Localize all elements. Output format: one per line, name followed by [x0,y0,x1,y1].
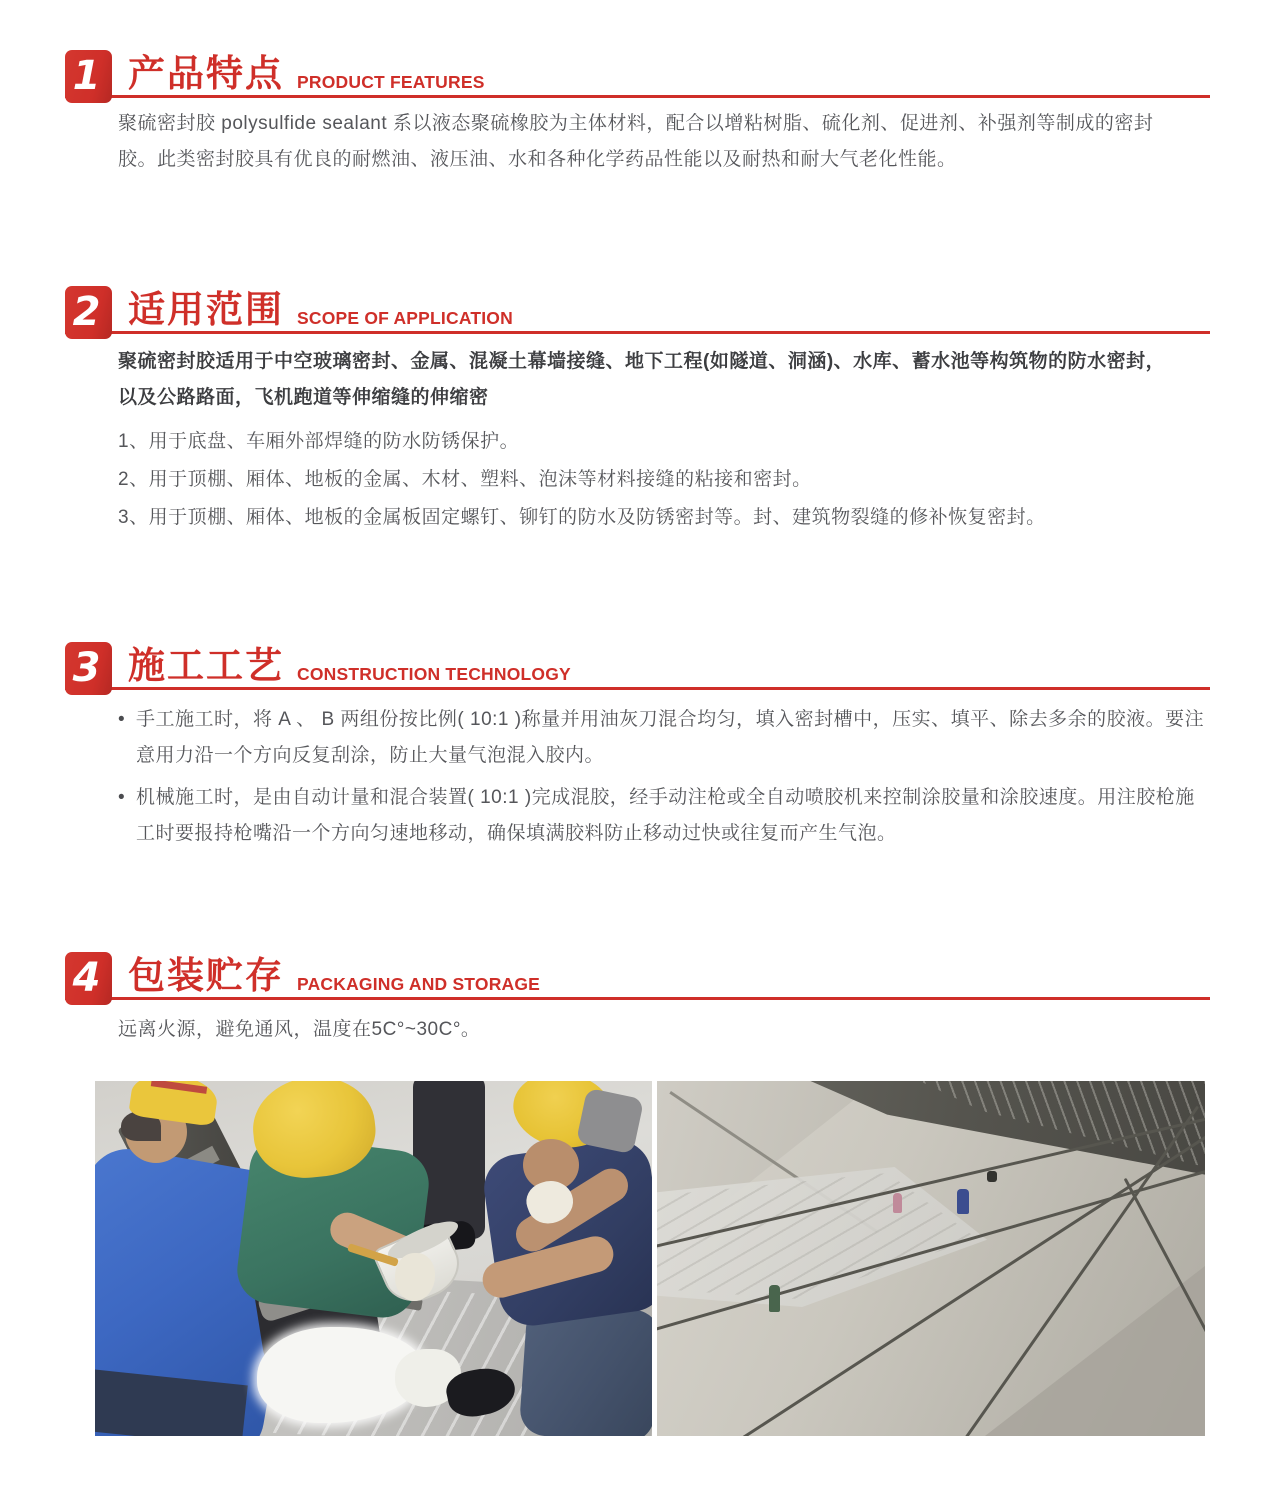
section-title: 施工工艺 [128,645,284,686]
section-body [65,702,1210,852]
section-subtitle: SCOPE OF APPLICATION [297,307,513,328]
section-product-features [65,42,1210,178]
distant-worker-figure [893,1193,902,1213]
application-list [118,424,1210,536]
section-titles [128,291,513,331]
bullet-text: 机械施工时，是由自动计量和混合装置( 10:1 )完成混胶，经手动注枪或全自动喷胶机来控制涂胶量和涂胶速度。用注胶枪施工时要报持枪嘴沿一个方向匀速地移动，确保填满胶料防止移动过快或往复而产生气泡。 [136,787,1195,844]
list-item: 2、用于顶棚、厢体、地板的金属、木材、塑料、泡沫等材料接缝的粘接和密封。 [118,469,812,490]
bullet-icon: • [118,787,126,808]
section-subtitle: CONSTRUCTION TECHNOLOGY [297,663,571,684]
section-number: 4 [72,954,101,1001]
section-body [65,1012,1210,1048]
section-titles [128,55,485,95]
section-header [65,42,1210,98]
section-number-badge [65,952,112,1005]
section-construction-technology [65,634,1210,852]
section-number: 2 [72,288,101,335]
features-paragraph: 聚硫密封胶 polysulfide sealant 系以液态聚硫橡胶为主体材料，配合以增粘树脂、硫化剂、促进剂、补强剂等制成的密封胶。此类密封胶具有优良的耐燃油、液压油、水和各种化学药品性能以及耐热和耐大气老化性能。 [118,113,1154,170]
scope-lead-paragraph: 聚硫密封胶适用于中空玻璃密封、金属、混凝土幕墙接缝、地下工程(如隧道、洞涵)、水库、蓄水池等构筑物的防水密封，以及公路路面，飞机跑道等伸缩缝的伸缩密 [118,351,1166,408]
list-item: 3、用于顶棚、厢体、地板的金属板固定螺钉、铆钉的防水及防锈密封等。封、建筑物裂缝的修补恢复密封。 [118,507,1046,528]
section-titles [128,647,571,687]
distant-worker-figure [769,1285,780,1312]
photo-concrete-slope-joint-sealing [657,1081,1205,1436]
distant-worker-figure [987,1171,997,1182]
construction-bullet-list [118,702,1210,852]
photo-row [95,1081,1205,1436]
bullet-item [118,702,1210,774]
section-titles [128,957,540,997]
list-item: 1、用于底盘、车厢外部焊缝的防水防锈保护。 [118,431,520,452]
photo-workers-mixing-sealant [95,1081,652,1436]
distant-worker-figure [957,1189,969,1214]
section-title: 产品特点 [128,53,284,94]
section-number-badge [65,286,112,339]
section-title: 包装贮存 [128,955,284,996]
bullet-icon: • [118,709,126,730]
section-body [65,344,1210,536]
storage-paragraph: 远离火源，避免通风，温度在5C°~30C°。 [118,1019,481,1040]
gray-cap [576,1088,644,1155]
section-subtitle: PRODUCT FEATURES [297,71,485,92]
section-header [65,278,1210,334]
section-subtitle: PACKAGING AND STORAGE [297,973,541,994]
section-number: 1 [72,52,101,99]
section-scope-of-application [65,278,1210,536]
section-header [65,944,1210,1000]
section-header [65,634,1210,690]
section-number-badge [65,642,112,695]
section-title: 适用范围 [128,289,284,330]
bullet-text: 手工施工时，将 A 、 B 两组份按比例( 10:1 )称量并用油灰刀混合均匀，填入密封槽中，压实、填平、除去多余的胶液。要注意用力沿一个方向反复刮涂，防止大量气泡混入胶内。 [136,709,1205,766]
section-number-badge [65,50,112,103]
section-number: 3 [72,644,101,691]
section-body [65,106,1157,178]
bullet-item [118,780,1210,852]
section-packaging-and-storage [65,944,1210,1048]
